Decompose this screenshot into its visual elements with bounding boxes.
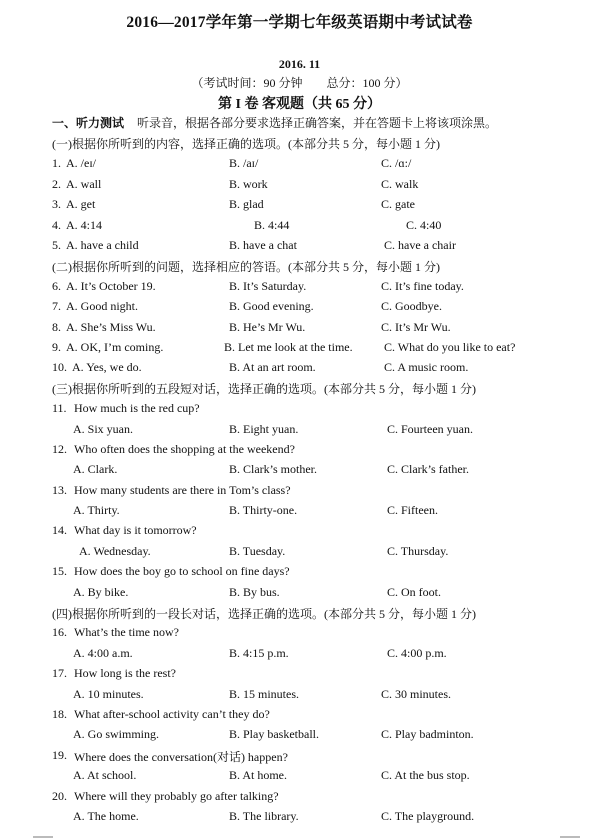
option-c: C. 4:40 [406,218,442,232]
question-text: What day is it tomorrow? [74,523,197,537]
question-number: 8. [52,320,61,334]
question-number: 5. [52,238,61,252]
listening-heading-text: 听录音，根据各部分要求选择正确答案，并在答题卡上将该项涂黑。 [137,116,498,130]
options-15 [0,585,599,603]
question-16 [0,625,599,643]
question-number: 12. [52,442,67,456]
option-c: C. The playground. [381,809,475,823]
question-19 [0,748,599,766]
question-number: 3. [52,197,61,211]
option-b: B. At an art room. [229,360,316,374]
question-row-9 [0,340,599,358]
option-c: C. gate [381,197,415,211]
option-b: B. The library. [229,809,299,823]
option-a: A. Wednesday. [79,544,151,558]
section-1-heading: (一)根据你所听到的内容，选择正确的选项。(本部分共 5 分，每小题 1 分) [52,137,440,151]
exam-info: （考试时间：90 分钟 总分：100 分） [191,76,408,90]
question-11 [0,401,599,419]
option-a: A. 10 minutes. [73,687,144,701]
option-c: C. 4:00 p.m. [387,646,447,660]
question-text: Where does the conversation(对话) happen? [74,750,288,764]
question-number: 9. [52,340,61,354]
question-row-10 [0,360,599,378]
option-c: C. walk [381,177,419,191]
question-13 [0,483,599,501]
question-row-3 [0,197,599,215]
option-c: C. 30 minutes. [381,687,452,701]
question-number: 18. [52,707,67,721]
question-number: 13. [52,483,67,497]
option-a: A. have a child [66,238,139,252]
option-b: B. have a chat [229,238,297,252]
option-c: C. What do you like to eat? [384,340,516,354]
option-c: C. It’s fine today. [381,279,464,293]
question-number: 2. [52,177,61,191]
question-number: 14. [52,523,67,537]
listening-heading-label: 一、听力测试 [52,116,125,130]
question-text: Where will they probably go after talking? [74,789,279,803]
question-12 [0,442,599,460]
option-c: C. Thursday. [387,544,449,558]
option-c: C. Fifteen. [387,503,438,517]
question-number: 17. [52,666,67,680]
option-b: B. Thirty-one. [229,503,298,517]
option-c: C. It’s Mr Wu. [381,320,451,334]
option-a: A. The home. [73,809,139,823]
question-14 [0,523,599,541]
option-b: B. It’s Saturday. [229,279,307,293]
question-row-5 [0,238,599,256]
option-b: B. work [229,177,268,191]
section-4-heading: (四)根据你所听到的一段长对话，选择正确的选项。(本部分共 5 分，每小题 1 分) [52,607,476,621]
options-19 [0,768,599,786]
option-b: B. By bus. [229,585,280,599]
option-a: A. wall [66,177,102,191]
option-c: C. Fourteen yuan. [387,422,473,436]
question-text: How many students are there in Tom’s class? [74,483,291,497]
option-b: B. 15 minutes. [229,687,300,701]
option-a: A. By bike. [73,585,129,599]
exam-title: 2016—2017学年第一学期七年级英语期中考试试卷 [126,14,473,31]
option-b: B. Tuesday. [229,544,286,558]
question-text: How much is the red cup? [74,401,200,415]
question-number: 10. [52,360,67,374]
question-20 [0,789,599,807]
options-13 [0,503,599,521]
question-number: 7. [52,299,61,313]
question-text: What’s the time now? [74,625,179,639]
question-number: 15. [52,564,67,578]
options-16 [0,646,599,664]
option-c: C. On foot. [387,585,441,599]
options-17 [0,687,599,705]
option-a: A. Go swimming. [73,727,160,741]
option-a: A. get [66,197,96,211]
option-a: A. 4:14 [66,218,102,232]
question-row-2 [0,177,599,195]
question-number: 6. [52,279,61,293]
option-b: B. Clark’s mother. [229,462,317,476]
options-18 [0,727,599,745]
options-14 [0,544,599,562]
option-a: A. Six yuan. [73,422,133,436]
option-a: A. /eɪ/ [66,156,96,170]
options-12 [0,462,599,480]
option-a: A. 4:00 a.m. [73,646,133,660]
question-number: 20. [52,789,67,803]
option-a: A. OK, I’m coming. [66,340,164,354]
part-title: 第 I 卷 客观题（共 65 分） [218,97,381,112]
section-2-heading: (二)根据你所听到的问题，选择相应的答语。(本部分共 5 分，每小题 1 分) [52,260,440,274]
question-number: 16. [52,625,67,639]
question-text: How does the boy go to school on fine days? [74,564,290,578]
option-a: A. She’s Miss Wu. [66,320,156,334]
option-a: A. Thirty. [73,503,120,517]
listening-heading [52,114,497,131]
option-b: B. glad [229,197,264,211]
question-15 [0,564,599,582]
option-c: C. A music room. [384,360,469,374]
question-number: 11. [52,401,67,415]
option-a: A. At school. [73,768,137,782]
question-row-4 [0,218,599,236]
option-b: B. He’s Mr Wu. [229,320,306,334]
option-c: C. have a chair [384,238,456,252]
option-b: B. Let me look at the time. [224,340,353,354]
question-number: 4. [52,218,61,232]
option-c: C. /ɑ:/ [381,156,412,170]
question-row-1 [0,156,599,174]
question-17 [0,666,599,684]
question-18 [0,707,599,725]
question-row-6 [0,279,599,297]
option-b: B. Eight yuan. [229,422,299,436]
options-20 [0,809,599,827]
option-b: B. Play basketball. [229,727,319,741]
option-c: C. Play badminton. [381,727,474,741]
option-b: B. /aɪ/ [229,156,259,170]
exam-date: 2016. 11 [278,57,321,71]
option-a: A. Clark. [73,462,118,476]
option-c: C. Clark’s father. [387,462,469,476]
option-a: A. Yes, we do. [72,360,142,374]
option-c: C. Goodbye. [381,299,442,313]
option-b: B. Good evening. [229,299,314,313]
option-a: A. Good night. [66,299,138,313]
question-row-8 [0,320,599,338]
question-text: What after-school activity can’t they do? [74,707,270,721]
option-a: A. It’s October 19. [66,279,156,293]
question-text: How long is the rest? [74,666,176,680]
question-number: 1. [52,156,61,170]
question-text: Who often does the shopping at the weekend? [74,442,295,456]
option-b: B. 4:44 [254,218,290,232]
option-b: B. At home. [229,768,288,782]
question-row-7 [0,299,599,317]
options-11 [0,422,599,440]
option-c: C. At the bus stop. [381,768,470,782]
option-b: B. 4:15 p.m. [229,646,289,660]
question-number: 19. [52,748,67,762]
section-3-heading: (三)根据你所听到的五段短对话，选择正确的选项。(本部分共 5 分，每小题 1 分) [52,382,476,396]
